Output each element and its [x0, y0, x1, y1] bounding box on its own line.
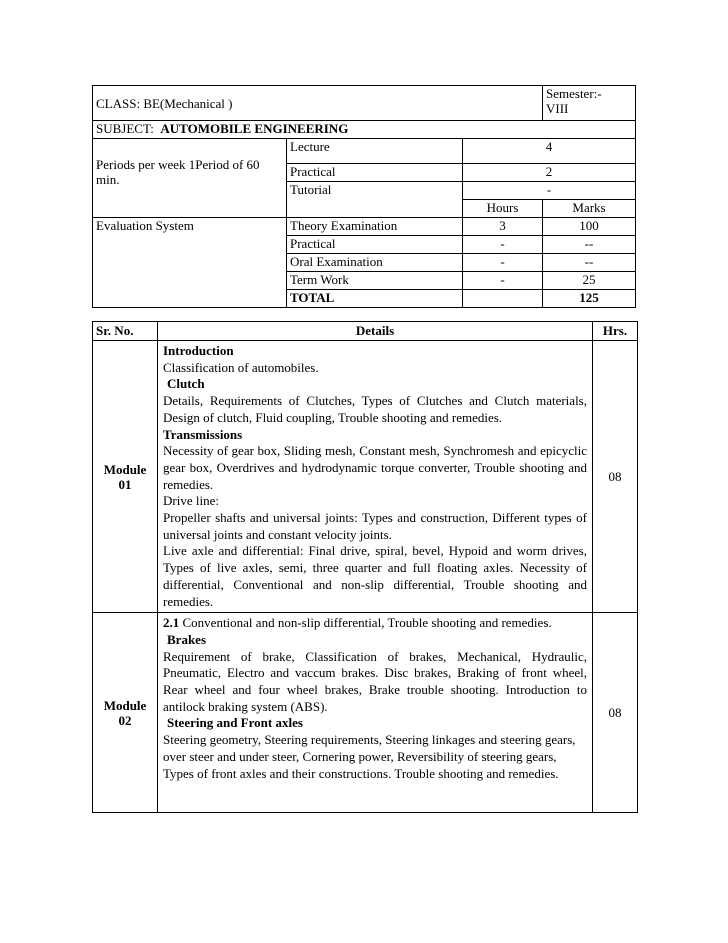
tutorial-value: -	[463, 182, 636, 200]
module-details	[158, 341, 593, 613]
section-text: Classification of automobiles.	[163, 359, 319, 375]
eval-label: Oral Examination	[287, 254, 463, 272]
module-row	[93, 613, 638, 813]
eval-label: Theory Examination	[287, 218, 463, 236]
section-text: Necessity of gear box, Sliding mesh, Constant mesh, Synchromesh and epicyclic gear box, Overdrives and hydrodynamic torque converter, Trouble shooting and remedies.	[163, 443, 587, 492]
eval-marks: --	[543, 254, 636, 272]
section-text: Live axle and differential: Final drive, spiral, bevel, Hypoid and worm drives, Types of live axles, semi, three quarter and full floating axles. Necessity of differential, Conventional and non-slip differential, Trouble shooting and remedies.	[163, 543, 587, 609]
semester-label: Semester:-	[546, 86, 602, 101]
evaluation-label: Evaluation System	[93, 218, 287, 236]
section-text: Propeller shafts and universal joints: Types and construction, Different types of universal joints and constant velocity joints.	[163, 510, 587, 542]
module-name: Module 01	[93, 341, 158, 613]
col-hrs: Hrs.	[593, 322, 638, 341]
section-heading: Steering and Front axles	[167, 715, 303, 731]
semester-value: VIII	[546, 101, 569, 116]
eval-label: Term Work	[287, 272, 463, 290]
section-text: Requirement of brake, Classification of brakes, Mechanical, Hydraulic, Pneumatic, Electro and vaccum brakes. Disc brakes, Braking of front wheel, Rear wheel and four wheel brakes, Brake trouble shooting. Introduction to antilock braking system (ABS).	[163, 648, 587, 714]
eval-marks: 25	[543, 272, 636, 290]
hours-header: Hours	[463, 200, 543, 218]
total-hours	[463, 290, 543, 308]
col-srno: Sr. No.	[93, 322, 158, 341]
section-text: Steering geometry, Steering requirements, Steering linkages and steering gears, over steer and under steer, Cornering power, Reversibility of steering gears, Types of front axles and their constructions. Trouble shooting and remedies.	[163, 732, 576, 781]
eval-hours: -	[463, 254, 543, 272]
periods-label: Periods per week 1Period of 60 min.	[93, 139, 287, 200]
section-heading: Brakes	[167, 631, 206, 647]
section-text: 2.1 Conventional and non-slip differential, Trouble shooting and remedies.	[163, 615, 552, 631]
module-name: Module 02	[93, 613, 158, 813]
module-details	[158, 613, 593, 813]
subject-name: AUTOMOBILE ENGINEERING	[160, 121, 349, 136]
section-heading: Clutch	[167, 376, 205, 392]
subsection-number: 2.1	[163, 615, 180, 631]
tutorial-label: Tutorial	[287, 182, 463, 200]
eval-label: Practical	[287, 236, 463, 254]
semester-cell	[543, 86, 636, 121]
eval-hours: -	[463, 272, 543, 290]
eval-marks: --	[543, 236, 636, 254]
section-heading: Introduction	[163, 343, 234, 358]
subject-prefix: SUBJECT:	[96, 121, 154, 136]
total-marks: 125	[543, 290, 636, 308]
section-heading: Drive line:	[163, 493, 219, 509]
module-hours: 08	[593, 341, 638, 613]
course-info-table	[92, 85, 636, 308]
subject-cell	[93, 121, 636, 139]
eval-hours: -	[463, 236, 543, 254]
total-label: TOTAL	[287, 290, 463, 308]
class-label: CLASS: BE(Mechanical )	[93, 86, 543, 121]
module-row	[93, 341, 638, 613]
marks-header: Marks	[543, 200, 636, 218]
syllabus-table	[92, 321, 638, 813]
eval-hours: 3	[463, 218, 543, 236]
practical-label: Practical	[287, 164, 463, 182]
section-text: Details, Requirements of Clutches, Types of Clutches and Clutch materials, Design of clutch, Fluid coupling, Trouble shooting and remedies.	[163, 393, 587, 425]
eval-marks: 100	[543, 218, 636, 236]
col-details: Details	[158, 322, 593, 341]
practical-value: 2	[463, 164, 636, 182]
module-hours: 08	[593, 613, 638, 813]
lecture-label: Lecture	[287, 139, 463, 164]
section-heading: Transmissions	[163, 426, 243, 442]
lecture-value: 4	[463, 139, 636, 164]
